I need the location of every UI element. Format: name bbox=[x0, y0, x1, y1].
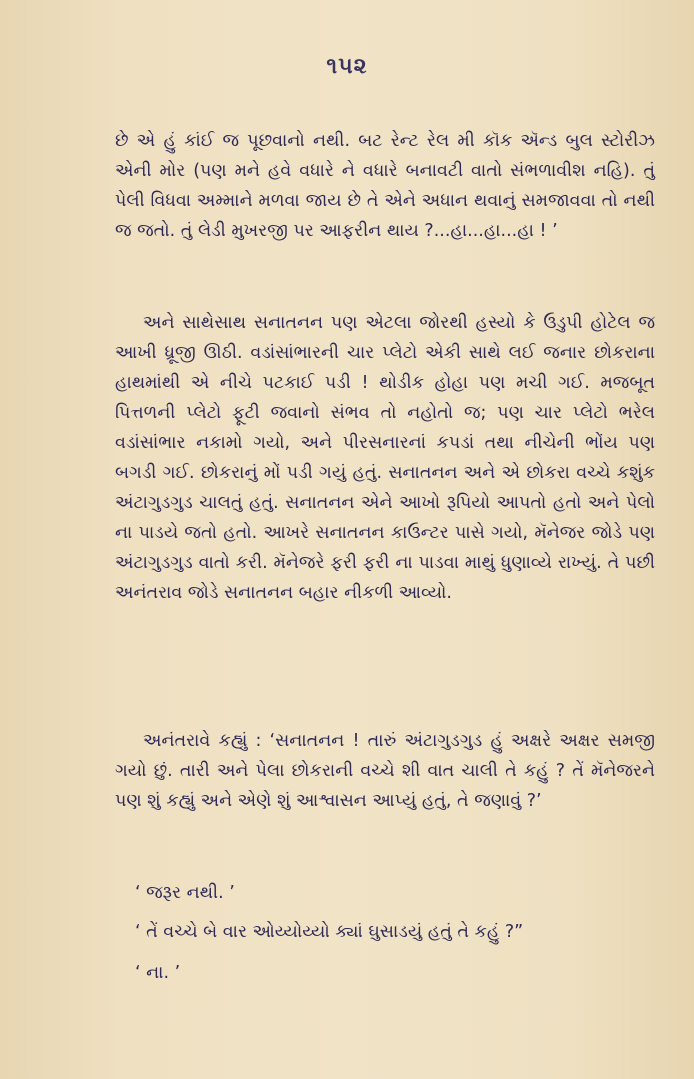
paragraph-2: અને સાથેસાથ સનાતનન પણ એટલા જોરથી હસ્યો કે ઉડુપી હોટેલ જ આખી ધ્રૂજી ઊઠી. વડાંસાંભારની ચાર પ્લેટો એકી સાથે લઈ જનાર છોકરાના હાથમાંથી એ નીચે પટકાઈ પડી ! થોડીક હોહા પણ મચી ગઈ. મજબૂત પિત્તળની પ્લેટો ફૂટી જવાનો સંભવ તો નહોતો જ; પણ ચાર પ્લેટો ભરેલ વડાંસાંભાર નકામો ગયો, અને પીરસનારનાં કપડાં તથા નીચેની ભોંય પણ બગડી ગઈ. છોકરાનું મોં પડી ગયું હતું. સનાતનન અને એ છોકરા વચ્ચે કશુંક અંટાગુડગુડ ચાલતું હતું. સનાતનન એને આખો રૂપિયો આપતો હતો અને પેલો ના પાડયે જતો હતો. આખરે સનાતનન કાઉન્ટર પાસે ગયો, મૅનેજર જોડે પણ અંટાગુડગુડ વાતો કરી. મૅનેજરે ફરી ફરી ના પાડવા માથું ધુણાવ્યે રાખ્યું. તે પછી અનંતરાવ જોડે સનાતનન બહાર નીકળી આવ્યો. bbox=[115, 313, 655, 603]
page-number: ૧૫૨ bbox=[326, 54, 368, 79]
paragraph-1: છે એ હું કાંઈ જ પૂછવાનો નથી. બટ રેન્ટ રેલ મી કૉક ઍન્ડ બુલ સ્ટોરીઝ એની મોર (પણ મને હવે વધારે ને વધારે બનાવટી વાતો સંભળાવીશ નહિ). તું પેલી વિધવા અમ્માને મળવા જાય છે તે એને અધાન થવાનું સમજાવવા તો નથી જ જતો. તું લેડી મુખરજી પર આફરીન થાય ?...હા...હા...હા ! ’ bbox=[115, 131, 655, 241]
dialogue-line-3: ‘ ના. ’ bbox=[135, 963, 181, 983]
paragraph-3: અનંતરાવે કહ્યું : ‘સનાતનન ! તારું અંટાગુડગુડ હું અક્ષરે અક્ષર સમજી ગયો છું. તારી અને પેલા છોકરાની વચ્ચે શી વાત ચાલી તે કહું ? તેં મૅનેજરને પણ શું કહ્યું અને એણે શું આશ્વાસન આપ્યું હતું, તે જણાવું ?’ bbox=[115, 731, 655, 811]
dialogue-line-1: ‘ જરૂર નથી. ’ bbox=[135, 883, 235, 903]
dialogue-line-2: ‘ તેં વચ્ચે બે વાર ઓય્યોય્યો ક્યાં ઘુસાડયું હતું તે કહું ?” bbox=[135, 922, 524, 942]
